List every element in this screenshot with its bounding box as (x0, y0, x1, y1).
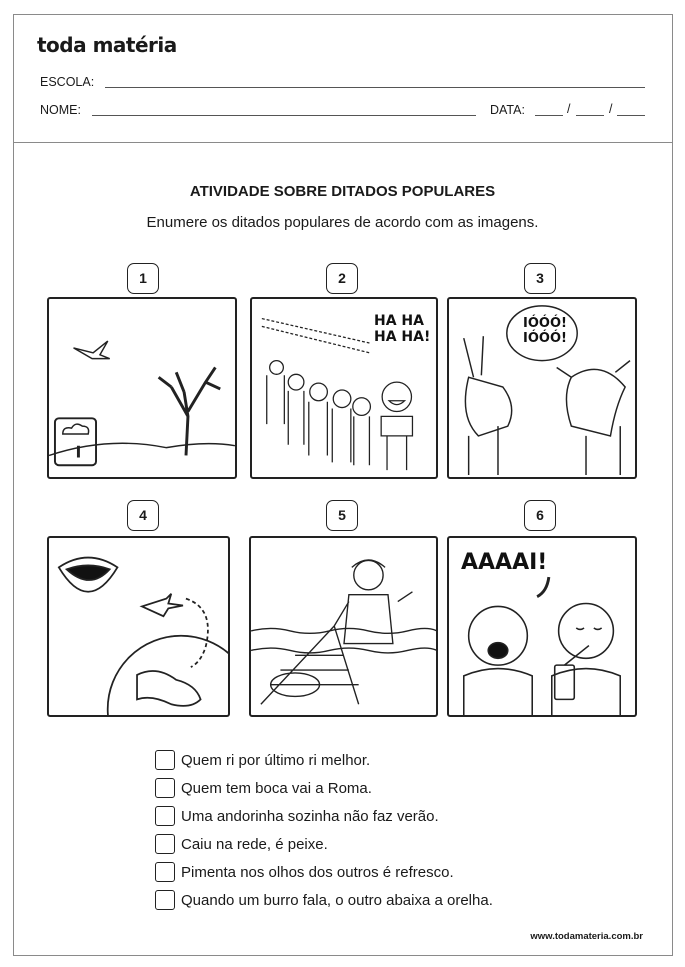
fisherman-net-icon (251, 538, 436, 715)
saying-text: Quem tem boca vai a Roma. (181, 779, 372, 797)
number-checkbox[interactable] (155, 750, 175, 770)
date-label: DATA: (490, 103, 525, 117)
panel-6-pepper-image (447, 536, 637, 717)
panel-4-mouth-globe-image (47, 536, 230, 717)
saying-item[interactable] (155, 777, 372, 799)
date-year-field[interactable] (617, 115, 645, 116)
number-checkbox[interactable] (155, 834, 175, 854)
panel-number-4: 4 (127, 500, 159, 531)
name-label: NOME: (40, 103, 81, 117)
panel-number-3: 3 (524, 263, 556, 294)
saying-text: Uma andorinha sozinha não faz verão. (181, 807, 439, 825)
saying-text: Caiu na rede, é peixe. (181, 835, 328, 853)
saying-text: Quem ri por último ri melhor. (181, 751, 371, 769)
panel-5-fisherman-image (249, 536, 438, 717)
number-checkbox[interactable] (155, 778, 175, 798)
activity-instruction: Enumere os ditados populares de acordo com as imagens. (146, 214, 539, 231)
swallow-tree-icon (49, 299, 235, 477)
saying-item[interactable] (155, 889, 493, 911)
date-month-field[interactable] (576, 115, 604, 116)
saying-text: Pimenta nos olhos dos outros é refresco. (181, 863, 454, 881)
date-sep: / (567, 102, 571, 116)
saying-item[interactable] (155, 749, 370, 771)
number-checkbox[interactable] (155, 806, 175, 826)
laugh-speech: HA HA HA HA! (374, 313, 431, 346)
panel-number-2: 2 (326, 263, 358, 294)
panel-number-1: 1 (127, 263, 159, 294)
school-label: ESCOLA: (40, 75, 95, 89)
panel-3-donkeys-image (447, 297, 637, 479)
date-sep: / (609, 102, 613, 116)
donkey-speech: IÓÓÓ! IÓÓÓ! (523, 316, 567, 346)
number-checkbox[interactable] (155, 862, 175, 882)
scream-speech: AAAAI! (461, 550, 548, 575)
date-day-field[interactable] (535, 115, 563, 116)
name-field[interactable] (92, 115, 476, 116)
logo: toda matéria (37, 33, 177, 57)
saying-text: Quando um burro fala, o outro abaixa a orelha. (181, 891, 493, 909)
panel-2-laughing-image (250, 297, 438, 479)
footer-url: www.todamateria.com.br (530, 931, 643, 942)
saying-item[interactable] (155, 861, 454, 883)
header-divider (13, 142, 673, 143)
panel-number-5: 5 (326, 500, 358, 531)
school-field[interactable] (105, 87, 645, 88)
panel-1-swallow-image (47, 297, 237, 479)
mouth-plane-globe-icon (49, 538, 228, 715)
activity-title: ATIVIDADE SOBRE DITADOS POPULARES (189, 183, 496, 200)
number-checkbox[interactable] (155, 890, 175, 910)
saying-item[interactable] (155, 833, 328, 855)
saying-item[interactable] (155, 805, 439, 827)
panel-number-6: 6 (524, 500, 556, 531)
